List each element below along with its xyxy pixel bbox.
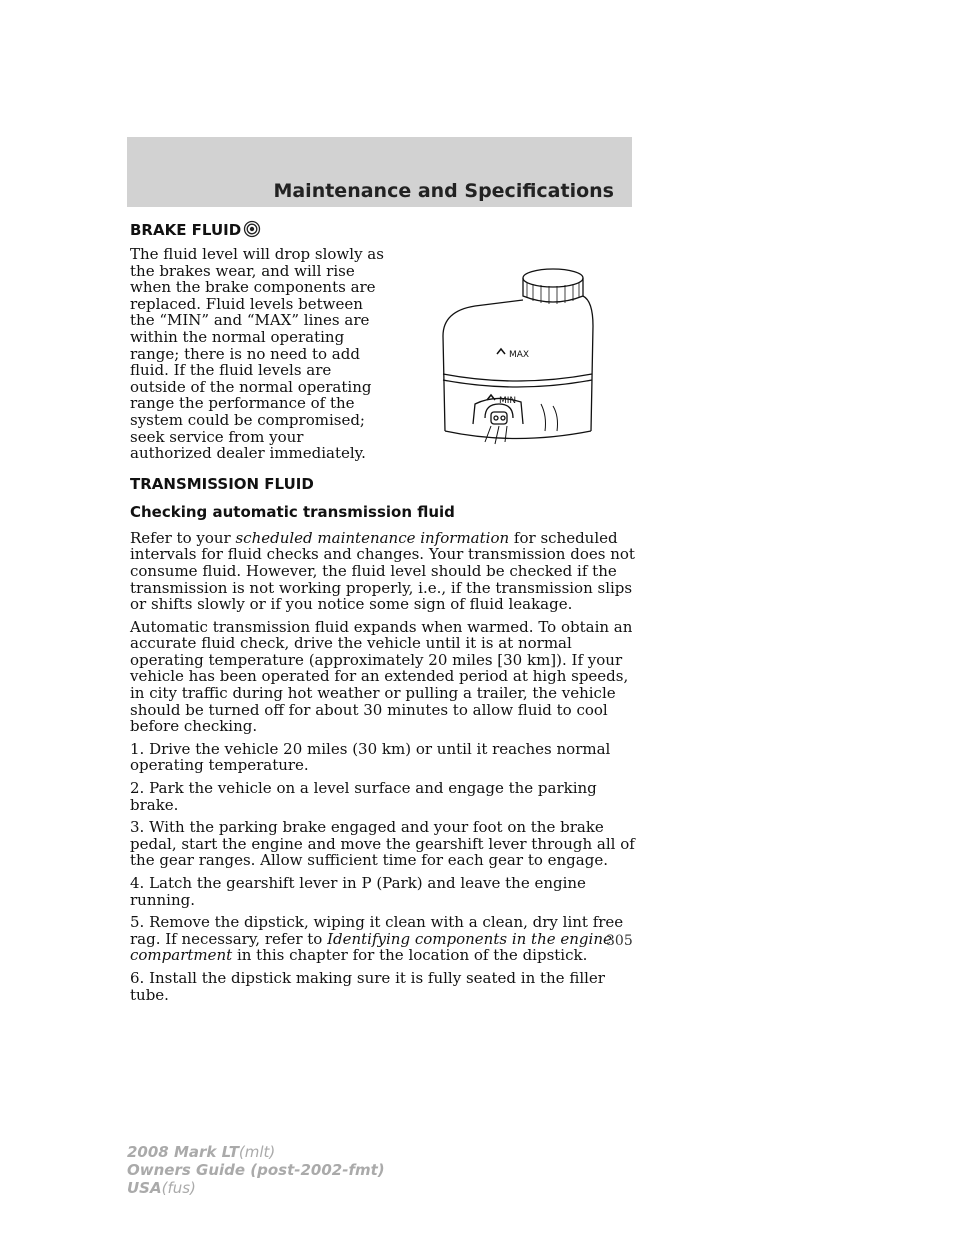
min-label: MIN: [499, 396, 517, 406]
brake-fluid-paragraph: The fluid level will drop slowly as the brakes wear, and will rise when the brake components are replaced. Fluid levels between the “MIN” and “MAX” lines are within the normal operating range; there is no need to add fluid. If the fluid levels are outside of the normal operating range the performance of the system could be compromised; seek service from your authorized dealer immediately.: [130, 245, 384, 463]
brake-fluid-reservoir-illustration: [435, 256, 595, 446]
brake-fluid-section: [130, 246, 635, 462]
step-4: 4. Latch the gearshift lever in P (Park) and leave the engine running.: [130, 874, 586, 909]
page-content: [130, 220, 635, 1003]
brake-fluid-heading-text: BRAKE FLUID: [130, 221, 242, 239]
footer-line-2: [127, 1161, 385, 1179]
step-2: 2. Park the vehicle on a level surface and engage the parking brake.: [130, 779, 597, 814]
brake-fluid-heading: [130, 220, 635, 240]
transmission-paragraph-2: Automatic transmission fluid expands when warmed. To obtain an accurate fluid check, drive the vehicle until it is at normal operating temperature (approximately 20 miles [30 km]). If your vehicle has been operated for an extended period at high speeds, in city traffic during hot weather or pulling a trailer, the vehicle should be turned off for about 30 minutes to allow fluid to cool before checking.: [130, 617, 633, 736]
footer-market-code: (fus): [161, 1179, 196, 1197]
footer-line-1: [127, 1143, 385, 1161]
p1-text-after: for scheduled intervals for fluid checks and changes. Your transmission does not consume fluid. However, the fluid level should be checked if the transmission is not working properly, i.e., if the transmission slips or shifts slowly or if you notice some sign of fluid leakage.: [130, 528, 635, 614]
footer-model: 2008 Mark LT: [127, 1143, 239, 1161]
max-label: MAX: [509, 350, 530, 360]
header-bar: [127, 137, 632, 207]
step-3: 3. With the parking brake engaged and your foot on the brake pedal, start the engine and move the gearshift lever through all of the gear ranges. Allow sufficient time for each gear to engage.: [130, 818, 635, 870]
transmission-paragraph-1: [130, 530, 635, 613]
page-number: 305: [606, 933, 633, 949]
scheduled-maintenance-reference: scheduled maintenance information: [235, 528, 510, 547]
footer-market: USA: [127, 1179, 162, 1197]
p1-text: Refer to your: [130, 528, 236, 547]
transmission-subheading: Checking automatic transmission fluid: [130, 502, 455, 521]
footer-guide: Owners Guide (post-2002-fmt): [127, 1161, 385, 1179]
brake-fluid-icon: [243, 220, 261, 238]
footer: [127, 1143, 385, 1197]
page-title: Maintenance and Specifications: [273, 180, 614, 202]
step-5-text: 5. Remove the dipstick, wiping it clean with a clean, dry lint free rag. If necessary, refer to: [130, 913, 624, 948]
engine-compartment-reference: Identifying components in the engine compartment: [130, 929, 612, 965]
step-5-text-after: in this chapter for the location of the dipstick.: [232, 946, 588, 965]
footer-model-code: (mlt): [238, 1143, 276, 1161]
transmission-fluid-heading: TRANSMISSION FLUID: [130, 474, 314, 493]
step-1: 1. Drive the vehicle 20 miles (30 km) or until it reaches normal operating temperature.: [130, 739, 611, 775]
step-5: [130, 914, 635, 964]
step-6: 6. Install the dipstick making sure it is fully seated in the filler tube.: [130, 968, 605, 1004]
footer-line-3: [127, 1179, 385, 1197]
